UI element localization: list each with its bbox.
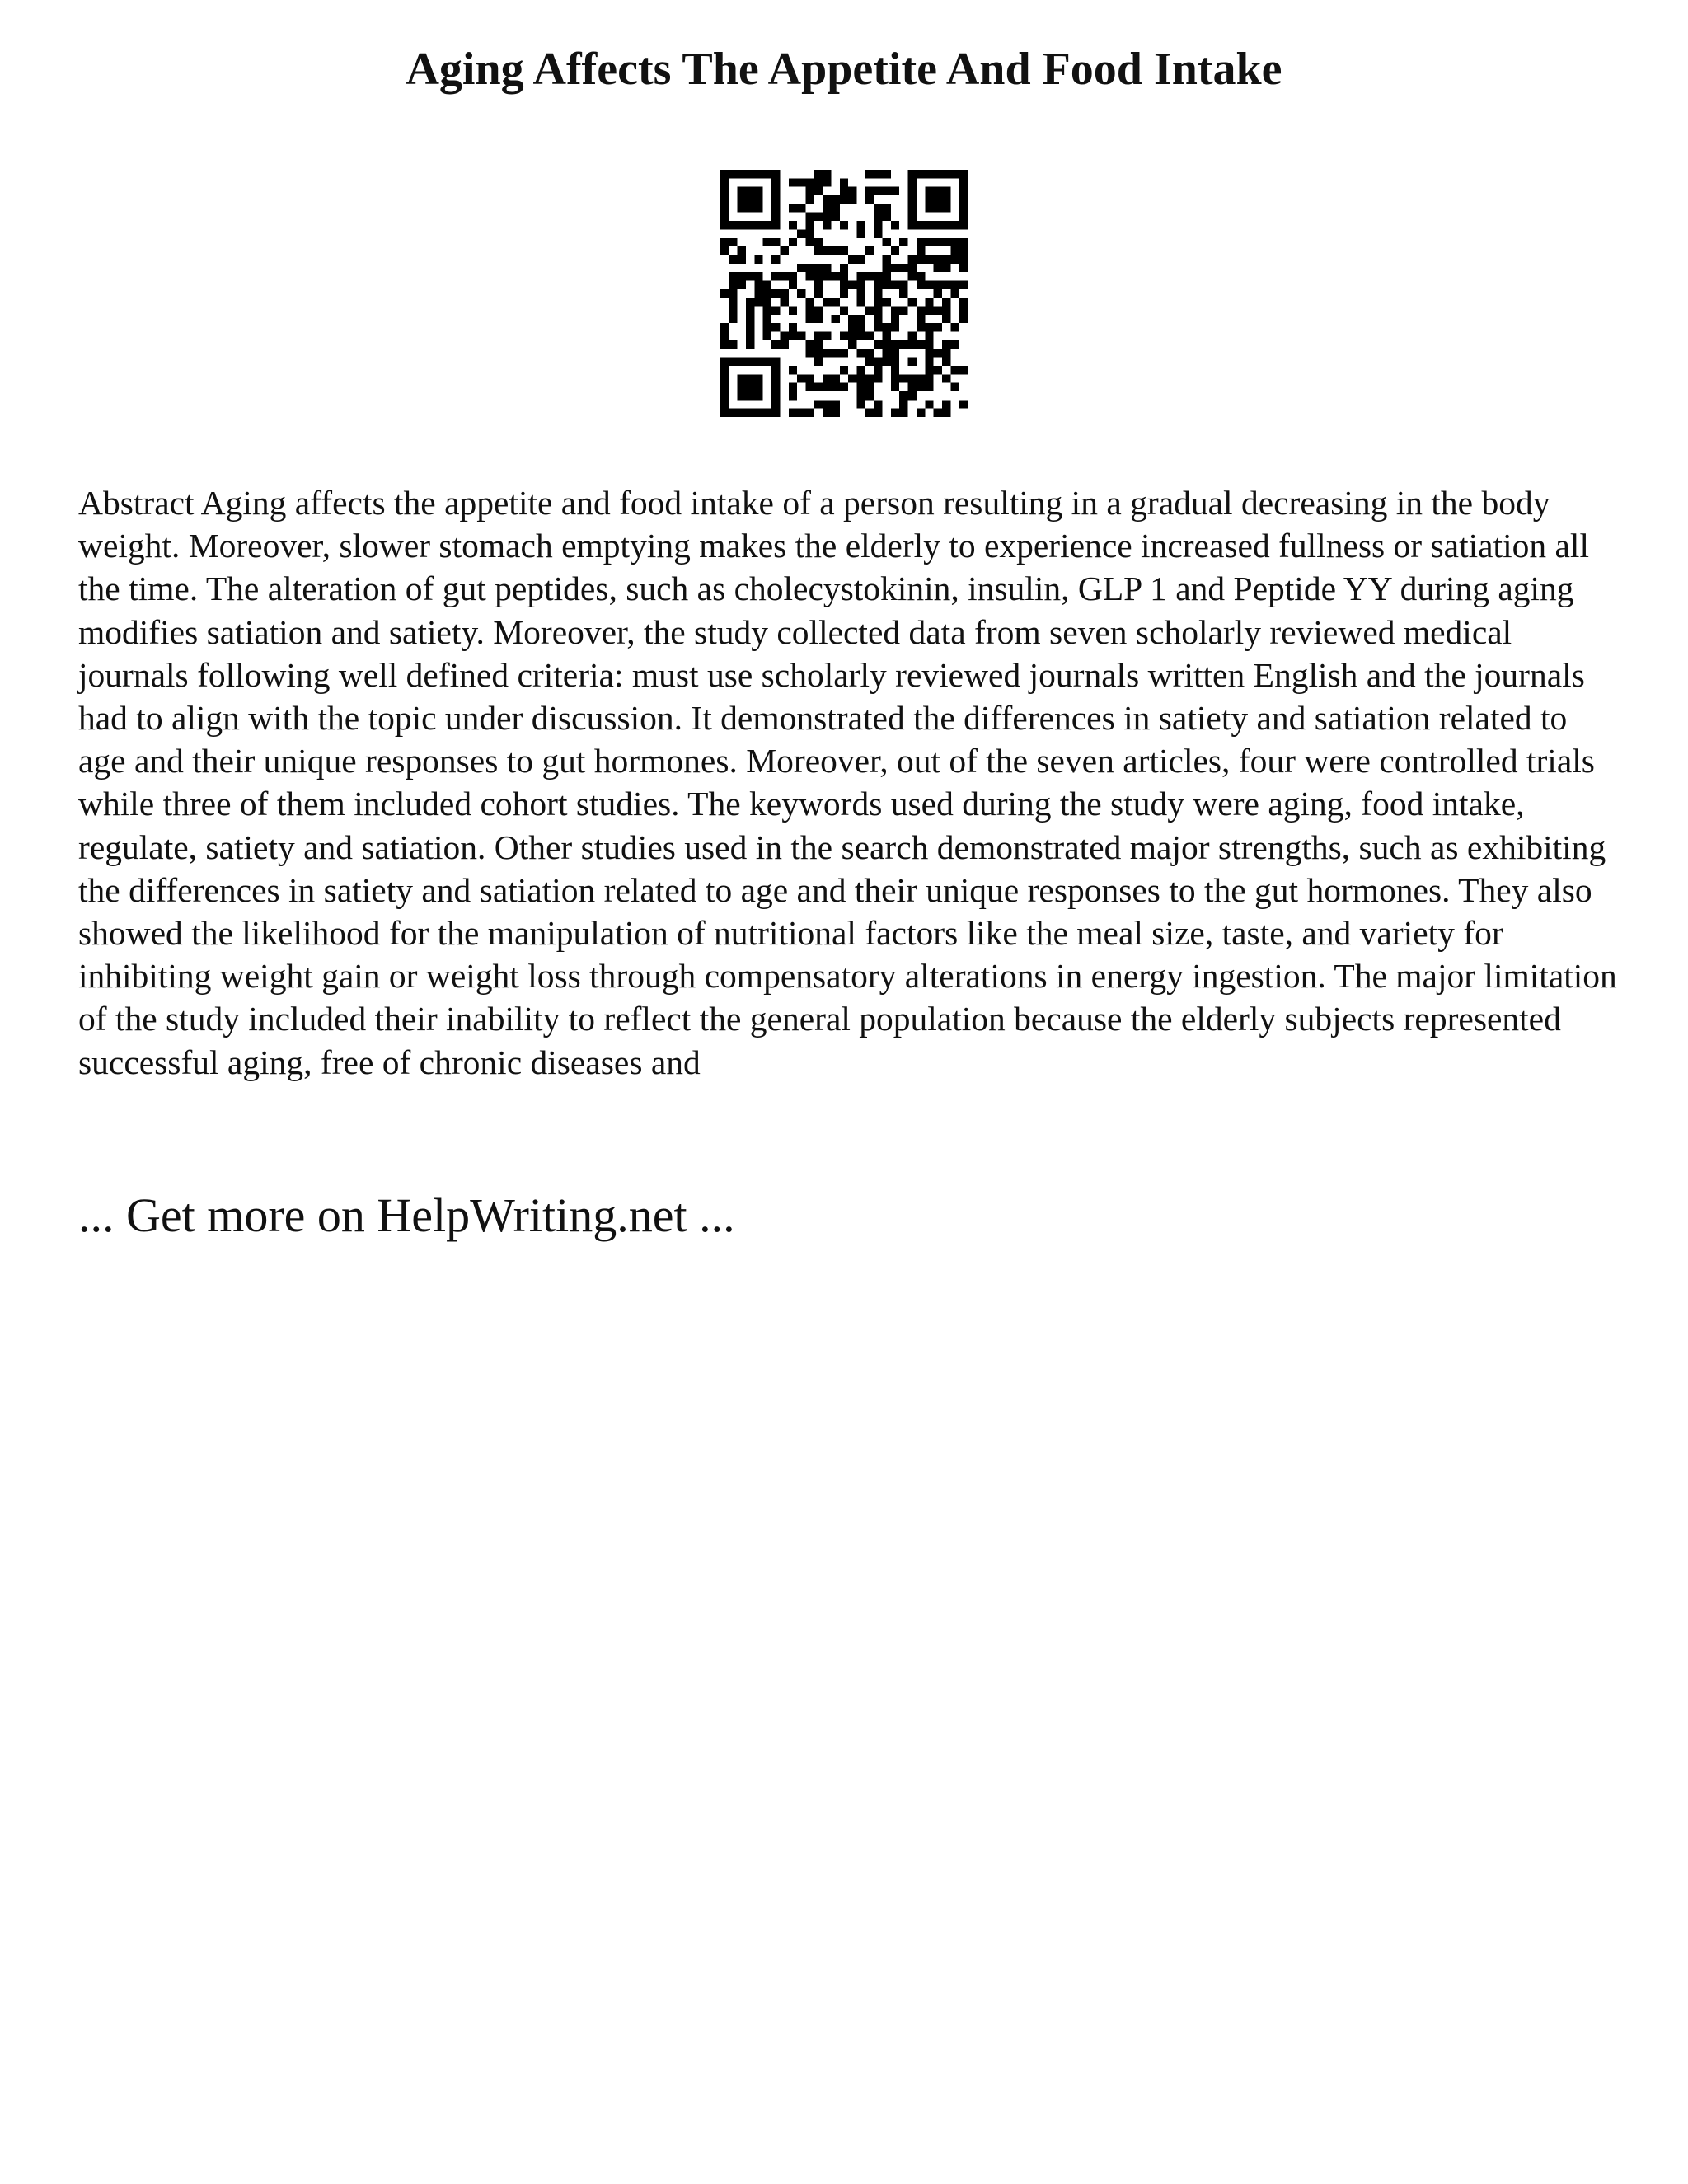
- abstract-text: Abstract Aging affects the appetite and food intake of a person resulting in a gradual decreasing in the body weight. Moreover, slower stomach emptying makes the elderly to experience increased fullness or satiation all the time. The alteration of gut peptides, such as cholecystokinin, insulin, GLP 1 and Peptide YY during aging modifies satiation and satiety. Moreover, the study collected data from seven scholarly reviewed medical journals following well defined criteria: must use scholarly reviewed journals written English and the journals had to align with the topic under discussion. It demonstrated the differences in satiety and satiation related to age and their unique responses to gut hormones. Moreover, out of the seven articles, four were controlled trials while three of them included cohort studies. The keywords used during the study were aging, food intake, regulate, satiety and satiation. Other studies used in the search demonstrated major strengths, such as exhibiting the differences in satiety and satiation related to age and their unique responses to the gut hormones. They also showed the likelihood for the manipulation of nutritional factors like the meal size, taste, and variety for inhibiting weight gain or weight loss through compensatory alterations in energy ingestion. The major limitation of the study included their inability to reflect the general population because the elderly subjects represented successful aging, free of chronic diseases and: [78, 484, 1617, 1081]
- qr-code-icon: [720, 170, 968, 417]
- page-title: Aging Affects The Appetite And Food Intake: [406, 44, 1282, 95]
- get-more-link[interactable]: ... Get more on HelpWriting.net ...: [78, 1188, 735, 1242]
